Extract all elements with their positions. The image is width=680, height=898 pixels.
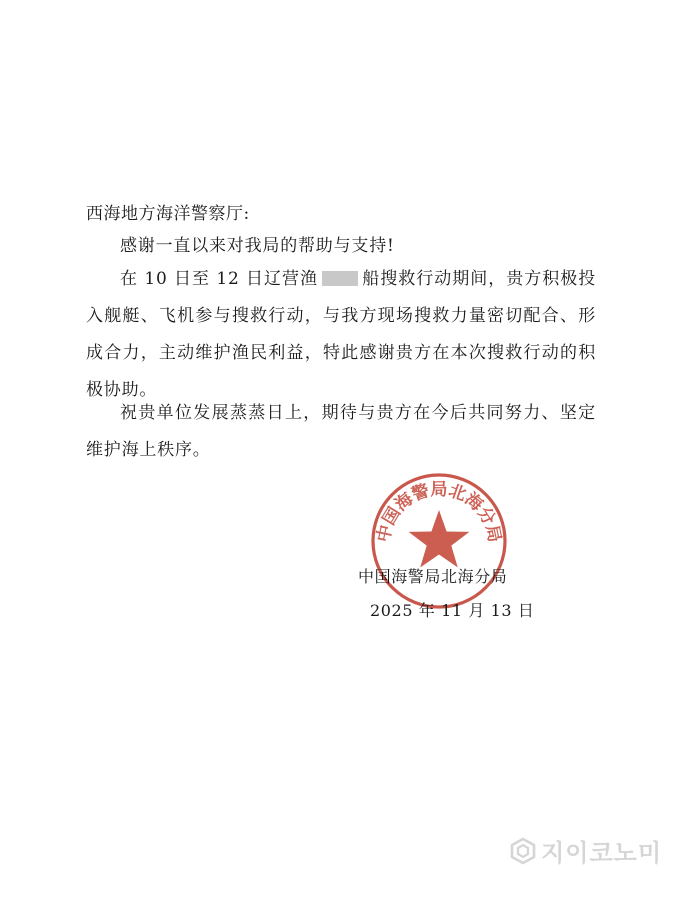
watermark-logo-icon xyxy=(509,837,537,865)
paragraph-rescue xyxy=(86,261,596,409)
paragraph-rescue-lead: 在 10 日至 12 日辽营渔 xyxy=(120,269,319,289)
redacted-vessel-number xyxy=(322,271,358,286)
signature-block xyxy=(356,560,556,628)
signature-date: 2025 年 11 月 13 日 xyxy=(370,601,535,620)
publisher-watermark xyxy=(509,833,662,868)
paragraph-thanks: 感谢一直以来对我局的帮助与支持! xyxy=(120,236,395,256)
salutation: 西海地方海洋警察厅: xyxy=(86,204,250,224)
signature-organization: 中国海警局北海分局 xyxy=(358,567,508,586)
paragraph-wishes: 祝贵单位发展蒸蒸日上，期待与贵方在今后共同努力、坚定维护海上秩序。 xyxy=(86,403,596,460)
seal-star-icon xyxy=(409,510,470,568)
paragraph-rescue-body: 船搜救行动期间，贵方积极投入舰艇、飞机参与搜救行动，与我方现场搜救力量密切配合、形成合力，主动维护渔民利益，特此感谢贵方在本次搜救行动的积极协助。 xyxy=(86,269,596,400)
seal-text: 中国海警局北海分局 xyxy=(373,479,505,545)
watermark-text: 지이코노미 xyxy=(541,839,662,867)
